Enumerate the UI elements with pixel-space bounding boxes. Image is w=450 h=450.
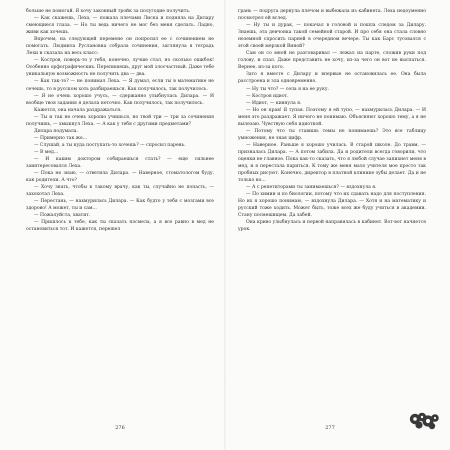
paragraph: — Потому что ты ставишь темы не понимаешь? Это все таблицу умножения, не зная цифр. <box>238 128 426 141</box>
paragraph: Сам он со мной не разговаривал — лежал на парте, сложив руки под голову, и спал. Даже представить не хочу, из-за чего он вот не выспаться. Вернее, из-за кого. <box>238 51 426 71</box>
paragraph: — И каким доктором собираешься стать? — еще сильнее заинтересовался Леха. <box>26 156 214 170</box>
left-page-number: 276 <box>115 425 125 431</box>
paragraph: грань — подруга дернула плечом и выбежала из кабинета. Леха недоуменно посмотрел ей вслед. <box>238 9 426 22</box>
paragraph: — Пожалуйста, хватит. <box>34 213 91 219</box>
paragraph: — Ну ты и дурак, — покачал в головой и пошла следом за Дилару. Знаешь, эта девчонка такой семейной старой. И про себя она стала словно неземной спросить парней в очередном вечере. Ты как Барс тусовался с этой своей мерзкой Виной? <box>238 23 426 50</box>
paragraph: — Перестань, — нахмурилась Дилара. — Как будто у тебя с мозгами все здорово! А может, ты и сам... <box>26 199 214 212</box>
paragraph: — По химии и по биологии, потому что их сдавать надо для поступления. Но их я хорошо понимаю, — вздохнула Дилара. — Хотя и на математику и русский тоже ходить. Может быть, тоже всех же буду учиться в академии. Стану посмешищем. Да забей. <box>238 192 426 219</box>
paragraph: — Я не очень хорошо учусь, — сдержанно улыбнулась Дилара. — И вообще твоя задания я делала неточно. Как получилось, так получилось. <box>26 93 214 106</box>
paragraph: Впрочем, на следующей перемене он попросил ее с сочинением не помогать. Людмила Руслановна собрала сочинения, заглянула в тетрадь Лехи и сказала на весь класс: <box>26 37 214 57</box>
left-page <box>26 8 214 418</box>
right-page-number: 277 <box>325 425 335 431</box>
paragraph: Кажется, она начала раздражаться. <box>34 107 122 113</box>
paragraph: — Но он прав! Я тупая. Поэтому я ей тупо, — нахмурилась Дилара. — И меня это раздражает. Я ничего не понимаю. Объясняют хорошо тему, а я не вылезаю. Чувствую себя идиоткой. <box>238 107 426 127</box>
paragraph: — Как скажешь, Леха, — пожала плечами Лиска и подняла на Дилару смеющиеся глаза. — Но ты ведь ничего не мог без меня сделать. Ладно, живи как хочешь. <box>26 16 214 36</box>
paragraph: Зато я вместе с Дилару и впервые не остановилась ее. Она была расстроена и зла одновременно. <box>238 72 426 85</box>
right-page <box>238 8 426 418</box>
paragraph: — Пришлось к тебе, как ты сказать посмела, а я все равно в мед не остановиться тот. И кажется, перешел <box>26 220 214 233</box>
paragraph: — Ну ты что? — села я на ее руку. <box>246 86 329 92</box>
paragraph: — Пока не знаю, — ответила Дилара. — Наверное, стоматологом буду, как родители. А что? <box>26 171 214 184</box>
paragraph: — Идиот, — кивнула я. <box>246 100 302 106</box>
floral-ornament-icon <box>408 410 442 432</box>
paragraph: — Наверное. Раньше я хорошо училась. В старой школе. До травм, — призналась Дилара. — А потом забила. Да и родители всегда говорили, что оценки не главное. Пока как-то сказать, что я любой случае запихнет меня в мед, и я перестала париться. К тому же меня мало учителя мое просто так пробных рисуют. Конечно, директор в платной клинике зубы делает. Да и не только но... <box>238 142 426 184</box>
paragraph: — Хочу знать, чтобы к такому врачу, как ты, случайно не попасть, — захохотал Леха. <box>26 185 214 198</box>
paragraph: — А с репетиторами ты занимаешься? — вздохнула я. <box>246 185 377 191</box>
paragraph: Дилара подумала. <box>34 128 78 134</box>
paragraph: — Как так-то? — не понимал Леха. — Я думал, если ты в математике не сечешь, то в русском хоть разбираешься. Как получилось, так получилось. <box>26 79 214 92</box>
paragraph: больше не помогай. Я хочу законный тройк за полугодие получить. <box>26 9 191 14</box>
paragraph: — Костров, поверь-то у тебя, конечно, лучше стал, но сколько ошибок! Особенно орфографических. Перепишешь, друг мой злосчастный. Даже тебе уникальную возможность не получить два — два. <box>26 58 214 78</box>
page-gutter <box>224 0 226 450</box>
paragraph: — Ты и так не очень хорошо учишься, но твой три — три за сочинения получишь, — хмыкнул Леха. — А как у тебя с другими предметами? <box>26 114 214 127</box>
paragraph: Она криво улыбнулась и первой направилась в кабинет. Вот-вот начнется урок. <box>238 220 426 233</box>
paragraph: — Костров идиот. <box>246 93 289 99</box>
paragraph: — Слушай, а ты куда поступать-то хочешь? — спросил парень. <box>34 142 186 148</box>
paragraph: — В мед... <box>34 149 59 155</box>
paragraph: — Примерно так же... <box>34 135 87 141</box>
